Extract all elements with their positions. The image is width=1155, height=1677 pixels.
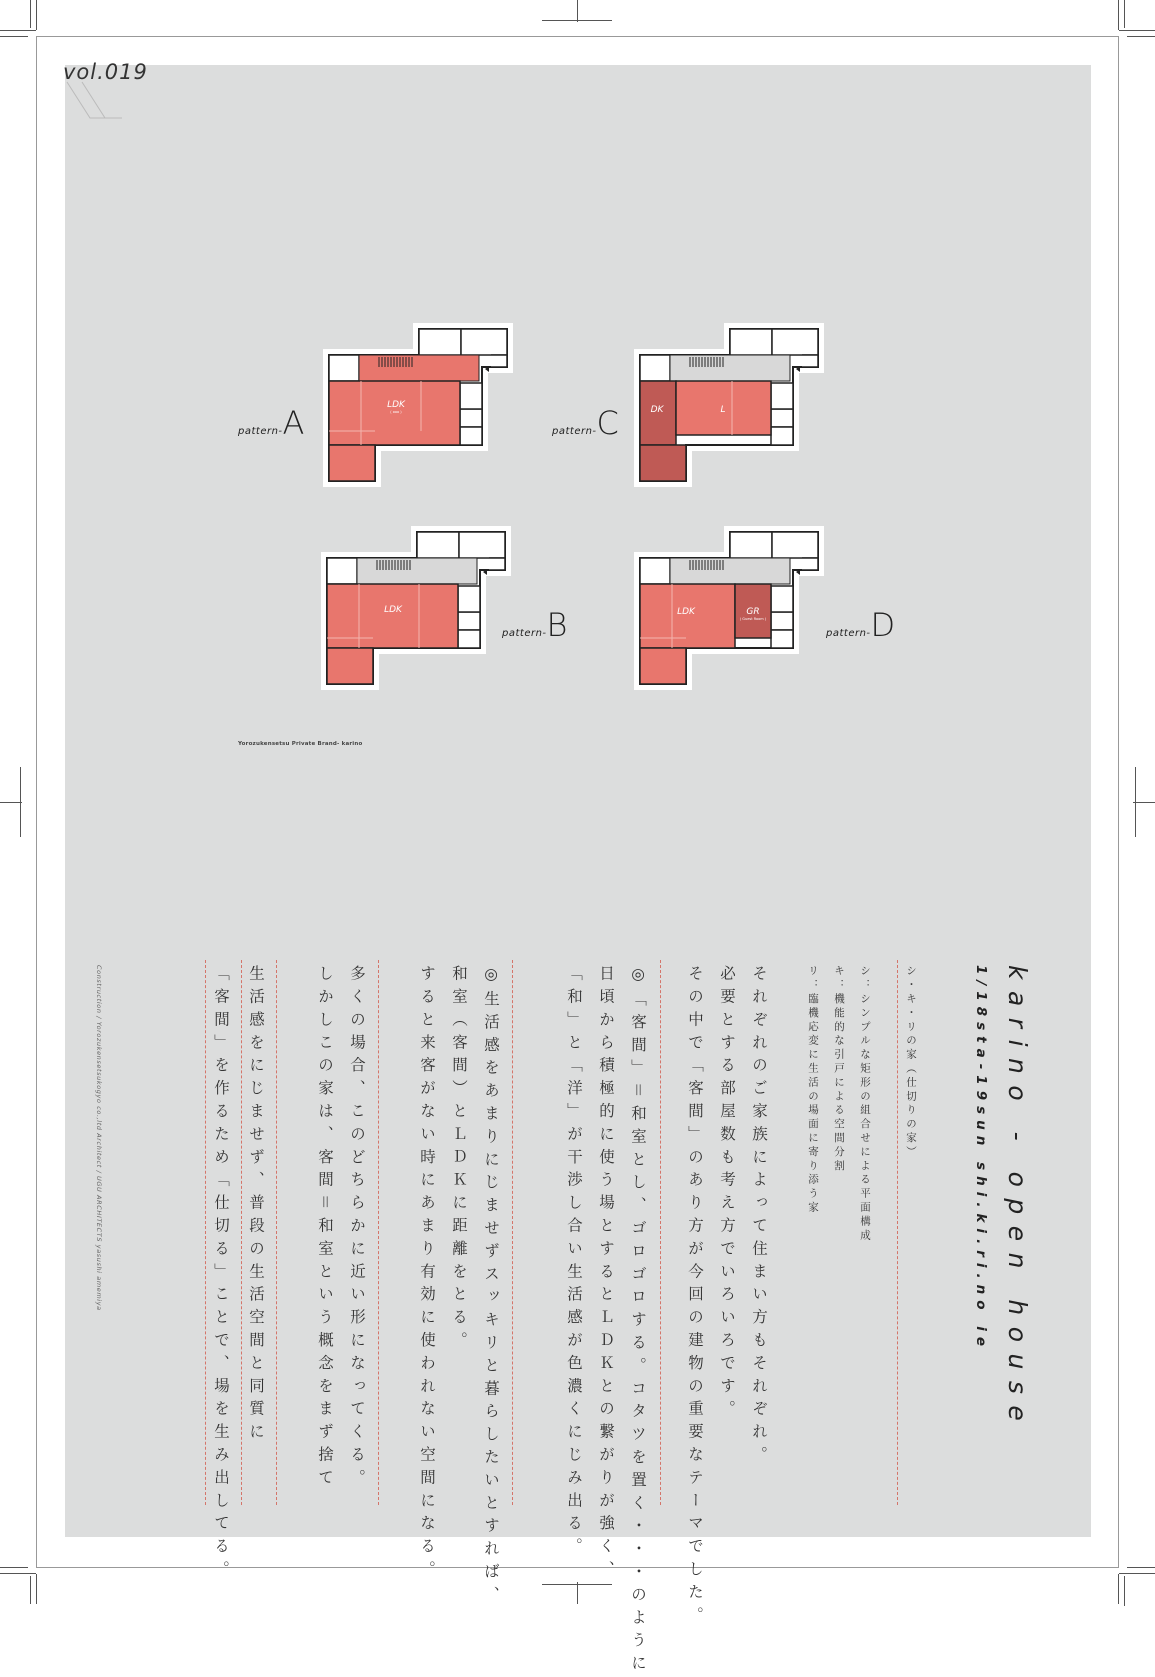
center-mark xyxy=(1133,802,1155,803)
crop-mark xyxy=(1127,36,1155,37)
brand-line: Yorozukensetsu Private Brand- karino xyxy=(238,741,363,747)
pattern-label-a: pattern-A xyxy=(238,404,305,442)
floor-plan-d xyxy=(634,526,826,692)
crop-mark xyxy=(0,1573,36,1574)
body-line: 「客間」を作るため「仕切る」ことで、場を生み出してる。 xyxy=(212,965,230,1584)
body-line: しかしこの家は、客間＝和室という概念をまず捨て xyxy=(316,965,334,1492)
pattern-label-d: pattern-D xyxy=(826,606,896,644)
crop-mark xyxy=(0,30,36,31)
body-line: すると来客がない時にあまり有効に使われない空間になる。 xyxy=(418,965,436,1584)
center-mark xyxy=(542,20,612,21)
title-main: karino - open house xyxy=(1003,965,1032,1433)
divider xyxy=(276,960,277,1505)
floor-plan-c xyxy=(634,323,826,489)
crop-mark xyxy=(1118,1574,1119,1604)
center-mark xyxy=(20,767,21,837)
body-line: ◎「客間」＝和室とし、ゴロゴロする。コタツを置く・・・のように xyxy=(629,965,647,1677)
crop-mark xyxy=(1119,1573,1155,1574)
crop-mark xyxy=(30,1576,31,1604)
room-label: DK xyxy=(650,405,664,415)
crop-mark xyxy=(1127,1567,1155,1568)
crop-mark xyxy=(0,1567,28,1568)
pattern-label-c: pattern-C xyxy=(552,404,619,442)
intro-item: キ：機能的な引戸による空間分割 xyxy=(833,965,845,1174)
divider xyxy=(660,960,661,1505)
intro-item: シ：シンプルな矩形の組合せによる平面構成 xyxy=(859,965,871,1243)
divider xyxy=(241,960,242,1505)
intro-item: リ：臨機応変に生活の場面に寄り添う家 xyxy=(807,965,819,1216)
center-mark xyxy=(1135,767,1136,837)
crop-mark xyxy=(1124,0,1125,28)
body-line: ◎生活感をあまりにじませずスッキリと暮らしたいとすれば、 xyxy=(482,965,500,1609)
crop-mark xyxy=(1118,0,1119,30)
crop-mark xyxy=(30,0,31,28)
divider xyxy=(378,960,379,1505)
room-label: LDK xyxy=(677,607,695,617)
room-label: LDK xyxy=(387,400,405,410)
body-line: 生活感をにじませず、普段の生活空間と同質に xyxy=(247,965,265,1446)
room-label: L xyxy=(720,405,726,415)
room-label: GR xyxy=(746,607,760,617)
center-mark xyxy=(0,802,22,803)
volume-number: vol.019 xyxy=(63,60,148,84)
divider xyxy=(205,960,206,1505)
divider xyxy=(897,960,898,1505)
room-sublabel: ( ooo ) xyxy=(390,410,402,414)
intro-heading: シ・キ・リの家（仕切りの家） xyxy=(905,965,917,1160)
room-label: LDK xyxy=(384,605,402,615)
body-line: 日頃から積極的に使う場とするとＬＤＫとの繋がりが強く、 xyxy=(597,965,615,1584)
pattern-label-b: pattern-B xyxy=(502,606,568,644)
center-mark xyxy=(577,1582,578,1604)
crop-mark xyxy=(1119,30,1155,31)
title-dates: 1/18sta-19sun shi.ki.ri.no ie xyxy=(973,965,989,1352)
crop-mark xyxy=(0,36,28,37)
center-mark xyxy=(542,1584,612,1585)
divider xyxy=(512,960,513,1505)
center-mark xyxy=(577,0,578,22)
chevron-decoration-icon xyxy=(62,80,132,120)
crop-mark xyxy=(36,0,37,30)
body-line: それぞれのご家族によって住まい方もそれぞれ。 xyxy=(750,965,768,1469)
credits: Construction / Yorozukensetsukogyo co.,ltd Architect / UGU ARCHITECTS yasushi amemiya xyxy=(95,965,103,1311)
crop-mark xyxy=(1124,1576,1125,1606)
crop-mark xyxy=(36,1574,37,1604)
floor-plan-a xyxy=(323,323,515,489)
body-line: その中で「客間」のあり方が今回の建物の重要なテーマでした。 xyxy=(686,965,704,1630)
body-line: 必要とする部屋数も考え方でいろいろです。 xyxy=(718,965,736,1423)
body-line: 多くの場合、このどちらかに近い形になってくる。 xyxy=(348,965,366,1492)
body-line: 「和」と「洋」が干渉し合い生活感が色濃くにじみ出る。 xyxy=(565,965,583,1561)
floor-plan-b xyxy=(321,526,513,692)
body-line: 和室（客間）とＬＤＫに距離をとる。 xyxy=(450,965,468,1355)
room-sublabel: ( Guest Room ) xyxy=(739,617,767,621)
